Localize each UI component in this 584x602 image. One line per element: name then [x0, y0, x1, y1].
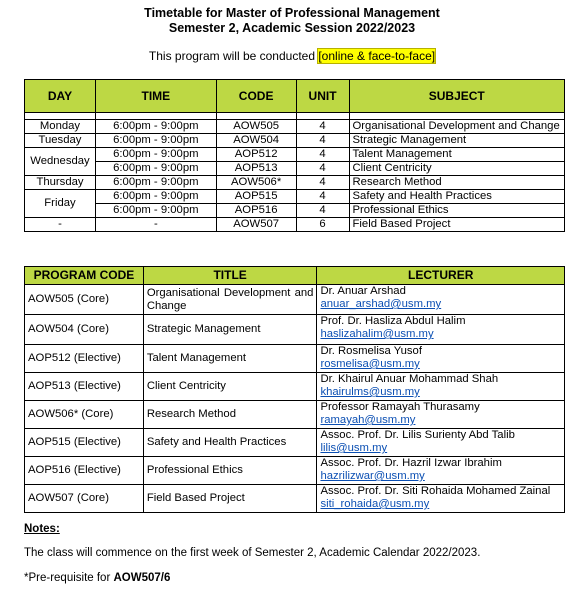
table-row — [25, 190, 565, 204]
lecturer-name: Prof. Dr. Hasliza Abdul Halim — [320, 315, 466, 327]
time-cell: 6:00pm - 9:00pm — [95, 148, 216, 162]
program-title-cell: Strategic Management — [143, 315, 317, 345]
time-cell: 6:00pm - 9:00pm — [95, 120, 216, 134]
lecturer-cell — [317, 457, 565, 485]
notes-commence-text: The class will commence on the first week of Semester 2, Academic Calendar 2022/2023. — [24, 547, 481, 559]
lecturer-name: Assoc. Prof. Dr. Hazril Izwar Ibrahim — [320, 457, 502, 469]
unit-cell: 6 — [296, 218, 349, 232]
program-code-cell: AOP516 (Elective) — [25, 457, 144, 485]
document-subtitle: Semester 2, Academic Session 2022/2023 — [168, 21, 416, 35]
unit-cell: 4 — [296, 134, 349, 148]
table-row — [25, 315, 565, 345]
unit-cell: 4 — [296, 204, 349, 218]
table-row — [25, 176, 565, 190]
table-row — [25, 485, 565, 513]
lecturer-name: Dr. Khairul Anuar Mohammad Shah — [320, 373, 499, 385]
program-title-cell: Organisational Development and Change — [143, 285, 317, 315]
table-row — [25, 285, 565, 315]
lecturer-name: Assoc. Prof. Dr. Lilis Surienty Abd Talib — [320, 429, 515, 441]
subject-cell: Research Method — [349, 176, 565, 190]
lecturer-email-link[interactable]: khairulms@usm.my — [320, 386, 420, 398]
notes-prerequisite — [24, 572, 170, 584]
timetable-header-row — [25, 80, 565, 113]
lecturer-name: Professor Ramayah Thurasamy — [320, 401, 480, 413]
program-title-cell: Field Based Project — [143, 485, 317, 513]
day-cell: Monday — [25, 120, 96, 134]
lecturer-email-link[interactable]: anuar_arshad@usm.my — [320, 298, 442, 310]
table-row — [25, 373, 565, 401]
unit-cell: 4 — [296, 176, 349, 190]
subject-cell: Safety and Health Practices — [349, 190, 565, 204]
code-cell: AOW506* — [216, 176, 296, 190]
unit-cell: 4 — [296, 162, 349, 176]
table-row — [25, 162, 565, 176]
table-row — [25, 457, 565, 485]
program-code-cell: AOW507 (Core) — [25, 485, 144, 513]
code-cell: AOW505 — [216, 120, 296, 134]
day-cell: - — [25, 218, 96, 232]
program-code-cell: AOP513 (Elective) — [25, 373, 144, 401]
program-header-row — [25, 267, 565, 285]
lecturer-email-link[interactable]: lilis@usm.my — [320, 442, 388, 454]
subject-cell: Client Centricity — [349, 162, 565, 176]
table-row — [25, 204, 565, 218]
header-subject: SUBJECT — [349, 80, 565, 113]
header-lecturer: LECTURER — [317, 267, 565, 285]
subject-cell: Talent Management — [349, 148, 565, 162]
header-title: TITLE — [143, 267, 317, 285]
lecturer-email-link[interactable]: siti_rohaida@usm.my — [320, 498, 430, 510]
lecturer-cell — [317, 373, 565, 401]
code-cell: AOP515 — [216, 190, 296, 204]
subject-cell: Field Based Project — [349, 218, 565, 232]
program-table — [24, 266, 565, 513]
lecturer-cell — [317, 485, 565, 513]
time-cell: 6:00pm - 9:00pm — [95, 204, 216, 218]
day-cell: Tuesday — [25, 134, 96, 148]
lecturer-cell — [317, 401, 565, 429]
header-program-code: PROGRAM CODE — [25, 267, 144, 285]
time-cell: 6:00pm - 9:00pm — [95, 162, 216, 176]
table-row — [25, 148, 565, 162]
lecturer-cell — [317, 429, 565, 457]
code-cell: AOP513 — [216, 162, 296, 176]
header-code: CODE — [216, 80, 296, 113]
code-cell: AOP512 — [216, 148, 296, 162]
timetable-spacer — [25, 113, 565, 120]
program-title-cell: Research Method — [143, 401, 317, 429]
subject-cell: Strategic Management — [349, 134, 565, 148]
delivery-mode-highlight: [online & face-to-face] — [318, 49, 436, 63]
lecturer-cell — [317, 285, 565, 315]
time-cell: 6:00pm - 9:00pm — [95, 134, 216, 148]
program-title-cell: Safety and Health Practices — [143, 429, 317, 457]
subject-cell: Professional Ethics — [349, 204, 565, 218]
table-row — [25, 429, 565, 457]
table-row — [25, 134, 565, 148]
program-code-cell: AOW504 (Core) — [25, 315, 144, 345]
table-row — [25, 120, 565, 134]
notes-heading: Notes: — [24, 523, 60, 535]
program-code-cell: AOP515 (Elective) — [25, 429, 144, 457]
delivery-mode-prefix: This program will be conducted — [148, 49, 319, 63]
lecturer-cell — [317, 345, 565, 373]
lecturer-email-link[interactable]: rosmelisa@usm.my — [320, 358, 420, 370]
day-cell: Thursday — [25, 176, 96, 190]
code-cell: AOW504 — [216, 134, 296, 148]
unit-cell: 4 — [296, 190, 349, 204]
program-code-cell: AOW505 (Core) — [25, 285, 144, 315]
lecturer-cell — [317, 315, 565, 345]
timetable — [24, 79, 565, 232]
lecturer-name: Dr. Anuar Arshad — [320, 285, 406, 297]
program-title-cell: Talent Management — [143, 345, 317, 373]
program-code-cell: AOW506* (Core) — [25, 401, 144, 429]
unit-cell: 4 — [296, 120, 349, 134]
program-title-cell: Professional Ethics — [143, 457, 317, 485]
header-time: TIME — [95, 80, 216, 113]
lecturer-email-link[interactable]: ramayah@usm.my — [320, 414, 416, 426]
program-title-cell: Client Centricity — [143, 373, 317, 401]
table-row — [25, 345, 565, 373]
time-cell: 6:00pm - 9:00pm — [95, 190, 216, 204]
lecturer-name: Dr. Rosmelisa Yusof — [320, 345, 422, 357]
day-cell: Friday — [25, 190, 96, 218]
lecturer-email-link[interactable]: hazrilizwar@usm.my — [320, 470, 425, 482]
header-day: DAY — [25, 80, 96, 113]
day-cell: Wednesday — [25, 148, 96, 176]
unit-cell: 4 — [296, 148, 349, 162]
table-row — [25, 218, 565, 232]
code-cell: AOP516 — [216, 204, 296, 218]
program-code-cell: AOP512 (Elective) — [25, 345, 144, 373]
delivery-mode-text — [0, 49, 584, 63]
subject-cell: Organisational Development and Change — [349, 120, 565, 134]
lecturer-name: Assoc. Prof. Dr. Siti Rohaida Mohamed Zainal — [320, 485, 551, 497]
header-unit: UNIT — [296, 80, 349, 113]
table-row — [25, 401, 565, 429]
code-cell: AOW507 — [216, 218, 296, 232]
time-cell: 6:00pm - 9:00pm — [95, 176, 216, 190]
time-cell: - — [95, 218, 216, 232]
document-title: Timetable for Master of Professional Management — [144, 6, 440, 20]
prerequisite-prefix: *Pre-requisite for — [24, 572, 114, 584]
prerequisite-code: AOW507/6 — [113, 572, 171, 584]
lecturer-email-link[interactable]: haslizahalim@usm.my — [320, 328, 434, 340]
